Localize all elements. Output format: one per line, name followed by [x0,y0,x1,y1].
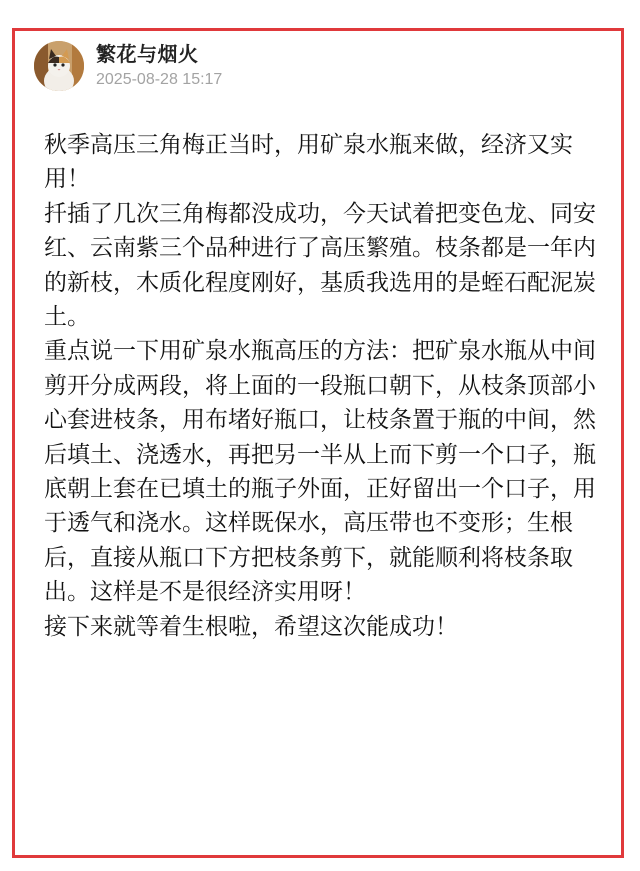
cat-avatar-icon[interactable] [34,41,84,91]
post-paragraph: 秋季高压三角梅正当时，用矿泉水瓶来做，经济又实用！ [44,132,573,193]
post-header [34,36,222,96]
post-meta [96,41,222,91]
post-timestamp: 2025-08-28 15:17 [96,71,223,88]
post-paragraph: 接下来就等着生根啦，希望这次能成功！ [44,613,458,640]
post-paragraph: 重点说一下用矿泉水瓶高压的方法：把矿泉水瓶从中间剪开分成两段，将上面的一段瓶口朝下，从枝条顶部小心套进枝条，用布堵好瓶口，让枝条置于瓶的中间，然后填土、浇透水，再把另一半从上而下剪一个口子，瓶底朝上套在已填土的瓶子外面，正好留出一个口子，用于透气和浇水。这样既保水，高压带也不变形；生根后，直接从瓶口下方把枝条剪下，就能顺利将枝条取出。这样是不是很经济实用呀！ [44,338,596,606]
post-body [44,128,604,644]
author-name[interactable]: 繁花与烟火 [96,42,199,66]
post-paragraph: 扦插了几次三角梅都没成功，今天试着把变色龙、同安红、云南紫三个品种进行了高压繁殖。枝条都是一年内的新枝，木质化程度刚好，基质我选用的是蛭石配泥炭土。 [44,200,596,331]
